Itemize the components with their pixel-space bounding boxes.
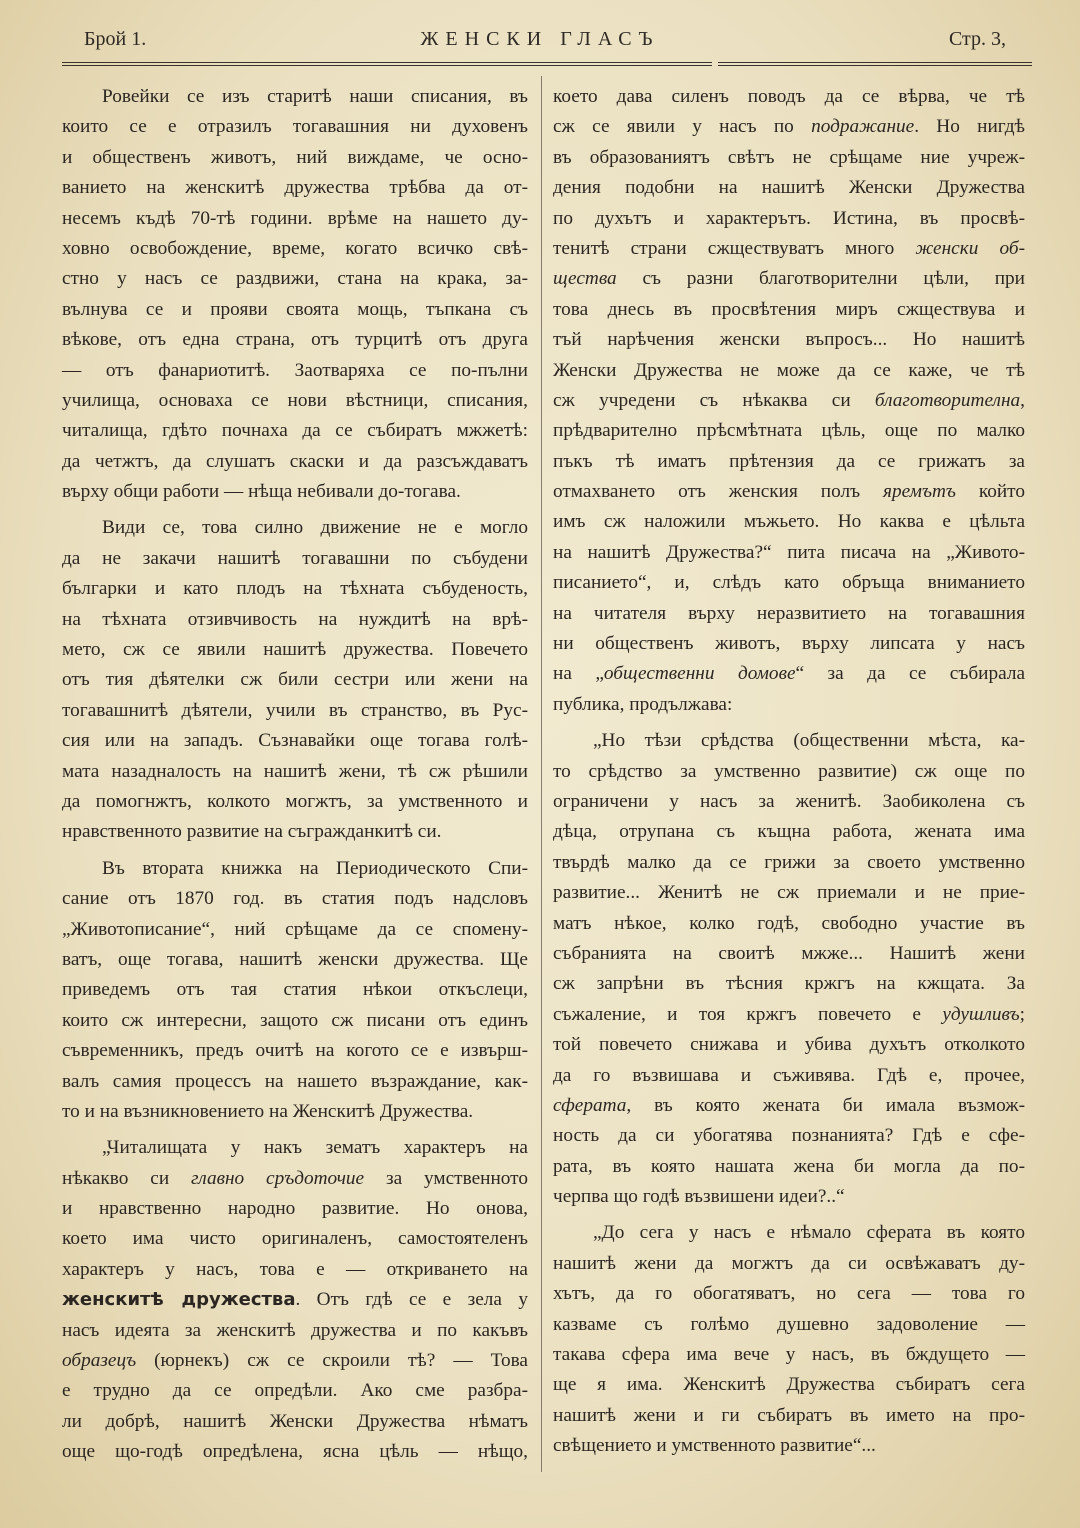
text-line xyxy=(553,447,1025,477)
page-number: Стр. 3, xyxy=(948,28,1006,50)
text-segment: имъ сж наложили мъжьето. Но каква е цѣльта xyxy=(553,511,1025,533)
text-line xyxy=(62,1255,528,1285)
text-segment: валъ самия процессъ на нашето възраждание, как- xyxy=(62,1070,528,1092)
text-segment: на „ xyxy=(553,663,604,685)
text-segment: рата, въ която нашата жена би могла да по- xyxy=(553,1155,1025,1177)
text-segment: „Животописание“, ний срѣщаме да се спомену- xyxy=(62,918,528,940)
text-segment: ватъ, още тогава, нашитѣ женски дружества. Ще xyxy=(62,948,528,970)
text-segment: ; xyxy=(1019,1003,1025,1025)
text-segment: казваме съ голѣмо душевно задоволение — xyxy=(553,1313,1025,1335)
text-segment: събранията на своитѣ мжже... Нашитѣ жени xyxy=(553,942,1025,964)
text-segment: което има чисто оригиналенъ, самостоятеленъ xyxy=(62,1228,528,1250)
paragraph xyxy=(62,513,528,847)
text-line xyxy=(553,817,1025,847)
text-line xyxy=(553,1279,1025,1309)
text-segment: отмахването отъ женския полъ xyxy=(553,481,883,503)
text-line xyxy=(553,1121,1025,1151)
text-segment: приведемъ отъ тая статия нѣкои откъслеци, xyxy=(62,979,528,1001)
text-line xyxy=(553,757,1025,787)
text-line xyxy=(62,356,528,386)
text-segment: ли добрѣ, нашитѣ Женски Дружества нѣматъ xyxy=(62,1410,528,1432)
text-line xyxy=(553,82,1025,112)
text-line xyxy=(62,1346,528,1376)
text-line xyxy=(62,665,528,695)
text-segment: отъ тия дѣятелки сж били сестри или жени на xyxy=(62,669,528,691)
text-segment: насъ идеята за женскитѣ дружества и по какъвъ xyxy=(62,1319,528,1341)
text-segment: които сж интересни, защото сж писани отъ единъ xyxy=(62,1009,528,1031)
right-column xyxy=(553,82,1025,1468)
text-line xyxy=(553,386,1025,416)
text-segment: пъкъ тѣ иматъ прѣтензия да се грижатъ за xyxy=(553,450,1025,472)
text-segment: сание отъ 1870 год. въ статия подъ надсловъ xyxy=(62,888,528,910)
text-segment: по духътъ и характерътъ. Истина, въ просвѣ- xyxy=(553,207,1025,229)
text-segment: българки и като плодъ на тѣхната събуденость, xyxy=(62,578,528,600)
text-segment: “ за да се събирала xyxy=(795,663,1026,685)
text-segment: нашитѣ жени да могжтъ да си освѣжаватъ ду- xyxy=(553,1252,1025,1274)
column-divider xyxy=(541,76,542,1472)
text-line xyxy=(553,538,1025,568)
text-segment: — отъ фанариотитѣ. Заотваряха се по-пълни xyxy=(62,359,528,381)
text-segment: (юрнекъ) сж се скроили тѣ? — Това xyxy=(136,1350,528,1372)
text-segment: нѣкакво си xyxy=(62,1167,192,1189)
text-line xyxy=(62,787,528,817)
text-segment: да го възвишава и съживява. Гдѣ е, прочее, xyxy=(553,1064,1025,1086)
text-segment: писанието“, и, слѣдъ като обръща вниманието xyxy=(553,572,1025,594)
text-segment: публика, продължава: xyxy=(553,693,733,715)
italic-text: удушливъ xyxy=(942,1003,1020,1025)
text-line xyxy=(553,356,1025,386)
text-segment: мето, сж се явили нашитѣ дружества. Повечето xyxy=(62,639,528,661)
text-line xyxy=(553,690,1025,720)
text-segment: Види се, това силно движение не е могло xyxy=(102,517,528,539)
text-segment: въ образованиятъ свѣтъ не срѣщаме ние учреж- xyxy=(553,146,1025,168)
text-line xyxy=(62,264,528,294)
text-segment: мата назадналость на нашитѣ жени, тѣ сж рѣшили xyxy=(62,760,528,782)
text-line xyxy=(553,848,1025,878)
text-line xyxy=(553,1249,1025,1279)
text-line xyxy=(553,173,1025,203)
text-line xyxy=(553,1000,1025,1030)
text-line xyxy=(62,757,528,787)
text-line xyxy=(62,173,528,203)
text-line xyxy=(553,939,1025,969)
text-line xyxy=(553,629,1025,659)
text-segment: , въ която жената би имала възмож- xyxy=(626,1094,1025,1116)
text-line xyxy=(553,1218,1025,1248)
text-segment: е трудно да се опредѣли. Ако сме разбра- xyxy=(62,1380,528,1402)
text-line xyxy=(62,854,528,884)
text-line xyxy=(62,975,528,1005)
text-segment: свѣщението и умственното развитие“... xyxy=(553,1435,876,1457)
text-line xyxy=(62,1407,528,1437)
text-line xyxy=(553,599,1025,629)
header-rule-right xyxy=(718,62,1032,66)
text-segment: на читателя върху неразвитието на тогавашния xyxy=(553,602,1025,624)
paragraph xyxy=(553,1218,1025,1461)
text-line xyxy=(553,1091,1025,1121)
text-segment: да не закачи нашитѣ тогавашни по събудени xyxy=(62,547,528,569)
text-line xyxy=(62,884,528,914)
text-line xyxy=(553,507,1025,537)
text-line xyxy=(62,726,528,756)
text-segment: ность да си убогатява познанията? Гдѣ е сфе- xyxy=(553,1125,1025,1147)
text-line xyxy=(62,696,528,726)
text-line xyxy=(62,1133,528,1163)
left-column xyxy=(62,82,528,1474)
paragraph xyxy=(62,854,528,1128)
text-segment: на тѣхната отзивчивость на нуждитѣ на врѣ- xyxy=(62,608,528,630)
text-line xyxy=(553,568,1025,598)
text-line xyxy=(553,295,1025,325)
text-line xyxy=(553,204,1025,234)
text-line xyxy=(62,817,528,847)
text-segment: ограничени у насъ за женитѣ. Заобиколена съ xyxy=(553,790,1025,812)
text-line xyxy=(553,726,1025,756)
text-line xyxy=(62,1164,528,1194)
text-line xyxy=(62,204,528,234)
text-line xyxy=(62,544,528,574)
text-segment: ще я има. Женскитѣ Дружества събиратъ сега xyxy=(553,1374,1025,1396)
italic-text: яремътъ xyxy=(882,481,956,503)
text-line xyxy=(553,264,1025,294)
text-segment: сж запрѣни въ тѣсния кржгъ на кжщата. За xyxy=(553,973,1025,995)
text-segment: още що-годѣ опредѣлена, ясна цѣль — нѣщо, xyxy=(62,1441,528,1463)
text-segment: той повечето снижава и убива духътъ отколкото xyxy=(553,1034,1025,1056)
text-line xyxy=(553,1340,1025,1370)
text-line xyxy=(553,878,1025,908)
italic-text: подражание xyxy=(811,116,915,138)
text-segment: развитие... Женитѣ не сж приемали и не прие- xyxy=(553,882,1025,904)
text-line xyxy=(553,143,1025,173)
text-line xyxy=(553,1152,1025,1182)
text-segment: нашитѣ жени и ги събиратъ въ името на про- xyxy=(553,1404,1025,1426)
text-line xyxy=(62,1437,528,1467)
text-line xyxy=(553,234,1025,264)
italic-text: сферата xyxy=(553,1094,627,1116)
text-line xyxy=(62,325,528,355)
text-line xyxy=(62,416,528,446)
text-segment: такава сфера има вече у насъ, въ бждущето — xyxy=(553,1344,1025,1366)
text-segment: „До сега у насъ е нѣмало сферата въ която xyxy=(593,1222,1025,1244)
text-segment: сж се явили у насъ по xyxy=(553,116,812,138)
text-line xyxy=(62,386,528,416)
text-line xyxy=(553,1310,1025,1340)
text-segment: да помогнжтъ, колкото могжтъ, за умственното и xyxy=(62,790,528,812)
text-segment: и общественъ животъ, ний виждаме, че осно- xyxy=(62,146,528,168)
text-line xyxy=(62,1036,528,1066)
text-line xyxy=(62,1067,528,1097)
text-line xyxy=(62,82,528,112)
text-line xyxy=(62,112,528,142)
text-segment: то срѣдство за умственно развитие) сж още по xyxy=(553,760,1025,782)
text-line xyxy=(62,234,528,264)
text-segment: Женски Дружества не може да се каже, че тѣ xyxy=(553,359,1025,381)
text-line xyxy=(553,1030,1025,1060)
text-segment: вълнува се и прояви своята мощь, тъпкана съ xyxy=(62,298,528,320)
text-segment: вѣкове, отъ една страна, отъ турцитѣ отъ друга xyxy=(62,329,528,351)
text-segment: „Читалищата у накъ зематъ характеръ на xyxy=(102,1137,528,1159)
italic-text: щества xyxy=(553,268,617,290)
text-segment: ни общественъ животъ, върху липсата у насъ xyxy=(553,633,1025,655)
text-segment: за умственното xyxy=(364,1167,528,1189)
paragraph xyxy=(553,726,1025,1212)
issue-number: Брой 1. xyxy=(84,28,147,50)
text-segment: тъй нарѣчения женски въпросъ... Но нашитѣ xyxy=(553,329,1025,351)
text-line xyxy=(553,1370,1025,1400)
text-line xyxy=(62,915,528,945)
text-segment: сж учредени съ нѣкаква си xyxy=(553,389,875,411)
text-segment: което дава силенъ поводъ да се вѣрва, че тѣ xyxy=(553,86,1025,107)
text-segment: училища, основаха се нови вѣстници, списания, xyxy=(62,389,528,411)
text-segment: който xyxy=(955,481,1025,503)
text-line xyxy=(62,945,528,975)
text-line xyxy=(553,909,1025,939)
text-segment: твърдѣ малко да се грижи за своето умственно xyxy=(553,851,1025,873)
text-segment: сия или на западъ. Съзнавайки още тогава голѣ- xyxy=(62,730,528,752)
text-segment: прѣдварително прѣсмѣтната цѣль, още по малко xyxy=(553,420,1025,442)
text-segment: хътъ, да го обогатяватъ, но сега — това го xyxy=(553,1283,1025,1305)
text-line xyxy=(62,1376,528,1406)
text-segment: дения подобни на нашитѣ Женски Дружества xyxy=(553,177,1025,199)
text-segment: характеръ у насъ, това е — откриването на xyxy=(62,1258,528,1280)
text-segment: съжаление, и тоя кржгъ повечето е xyxy=(553,1003,943,1025)
text-line xyxy=(62,143,528,173)
text-segment: черпва що годѣ възвишени идеи?..“ xyxy=(553,1186,845,1208)
text-line xyxy=(553,477,1025,507)
paragraph xyxy=(553,82,1025,720)
text-line xyxy=(553,1182,1025,1212)
text-segment: тогавашнитѣ дѣятели, учили въ странство, въ Рус- xyxy=(62,699,528,721)
text-segment: ховно освобождение, време, когато всичко свѣ- xyxy=(62,237,528,259)
text-line xyxy=(553,112,1025,142)
newspaper-title: ЖЕНСКИ ГЛАСЪ xyxy=(420,28,660,50)
italic-text: благотворителна xyxy=(874,389,1021,411)
text-line xyxy=(553,1431,1025,1461)
text-line xyxy=(62,477,528,507)
text-line xyxy=(62,295,528,325)
text-line xyxy=(62,1224,528,1254)
text-line xyxy=(553,1401,1025,1431)
text-segment: тенитѣ страни сжществуватъ много xyxy=(553,237,916,259)
italic-text: образецъ xyxy=(62,1350,137,1372)
text-segment: на нашитѣ Дружества?“ пита писача на „Живото- xyxy=(553,541,1025,563)
text-line xyxy=(553,659,1025,689)
text-segment: . Но нигдѣ xyxy=(914,116,1025,138)
text-line xyxy=(62,1316,528,1346)
text-segment: съвременникъ, предъ очитѣ на когото се е извърш- xyxy=(62,1040,528,1062)
text-line xyxy=(553,1061,1025,1091)
text-segment: и нравственно народно развитие. Но онова, xyxy=(62,1198,528,1220)
italic-text: женски об- xyxy=(915,237,1025,259)
text-segment: . Отъ гдѣ се е зела у xyxy=(295,1289,528,1311)
text-line xyxy=(62,447,528,477)
text-segment: „Но тѣзи срѣдства (общественни мѣста, ка- xyxy=(593,730,1025,752)
text-line xyxy=(62,1006,528,1036)
text-line xyxy=(62,574,528,604)
text-line xyxy=(553,787,1025,817)
text-segment: дѣца, отрупана съ къщна работа, жената има xyxy=(553,821,1025,843)
italic-text: общественни домове xyxy=(603,663,796,685)
text-line xyxy=(553,416,1025,446)
text-segment: стно у насъ се раздвижи, стана на крака, за- xyxy=(62,268,528,290)
text-segment: съ разни благотворителни цѣли, при xyxy=(616,268,1025,290)
text-segment: Въ втората книжка на Периодическото Спи- xyxy=(102,857,528,879)
text-line xyxy=(62,605,528,635)
header-rule-left xyxy=(62,62,712,66)
text-line xyxy=(62,1194,528,1224)
text-segment: то и на възникновението на Женскитѣ Дружества. xyxy=(62,1100,474,1122)
italic-text: главно сръдоточие xyxy=(191,1167,365,1189)
text-segment: върху общи работи — нѣща небивали до-тогава. xyxy=(62,481,461,503)
text-line xyxy=(62,1285,528,1315)
text-line xyxy=(62,635,528,665)
text-segment: нравственното развитие на съгражданкитѣ си. xyxy=(62,821,442,843)
paragraph xyxy=(62,1133,528,1467)
text-segment: матъ нѣкое, колко годѣ, свободно участие въ xyxy=(553,912,1025,934)
text-segment: това днесь въ просвѣтения миръ сжществува и xyxy=(553,298,1025,320)
text-segment: ванието на женскитѣ дружества трѣбва да от- xyxy=(62,177,528,199)
paragraph xyxy=(62,82,528,507)
text-segment: Ровейки се изъ старитѣ наши списания, въ xyxy=(102,86,528,107)
text-segment: несемъ къдѣ 70-тѣ години. врѣме на нашето ду- xyxy=(62,207,528,229)
text-segment: да четжтъ, да слушатъ скаски и да разсъждаватъ xyxy=(62,450,528,472)
text-line xyxy=(62,1097,528,1127)
bold-text: женскитѣ дружества xyxy=(62,1289,296,1311)
text-segment: , xyxy=(1020,389,1025,411)
text-line xyxy=(553,325,1025,355)
text-line xyxy=(62,513,528,543)
text-segment: които се е отразилъ тогавашния ни духовенъ xyxy=(62,116,528,138)
text-line xyxy=(553,969,1025,999)
text-segment: читалища, гдѣто почнаха да се събиратъ мжжетѣ: xyxy=(62,420,528,442)
